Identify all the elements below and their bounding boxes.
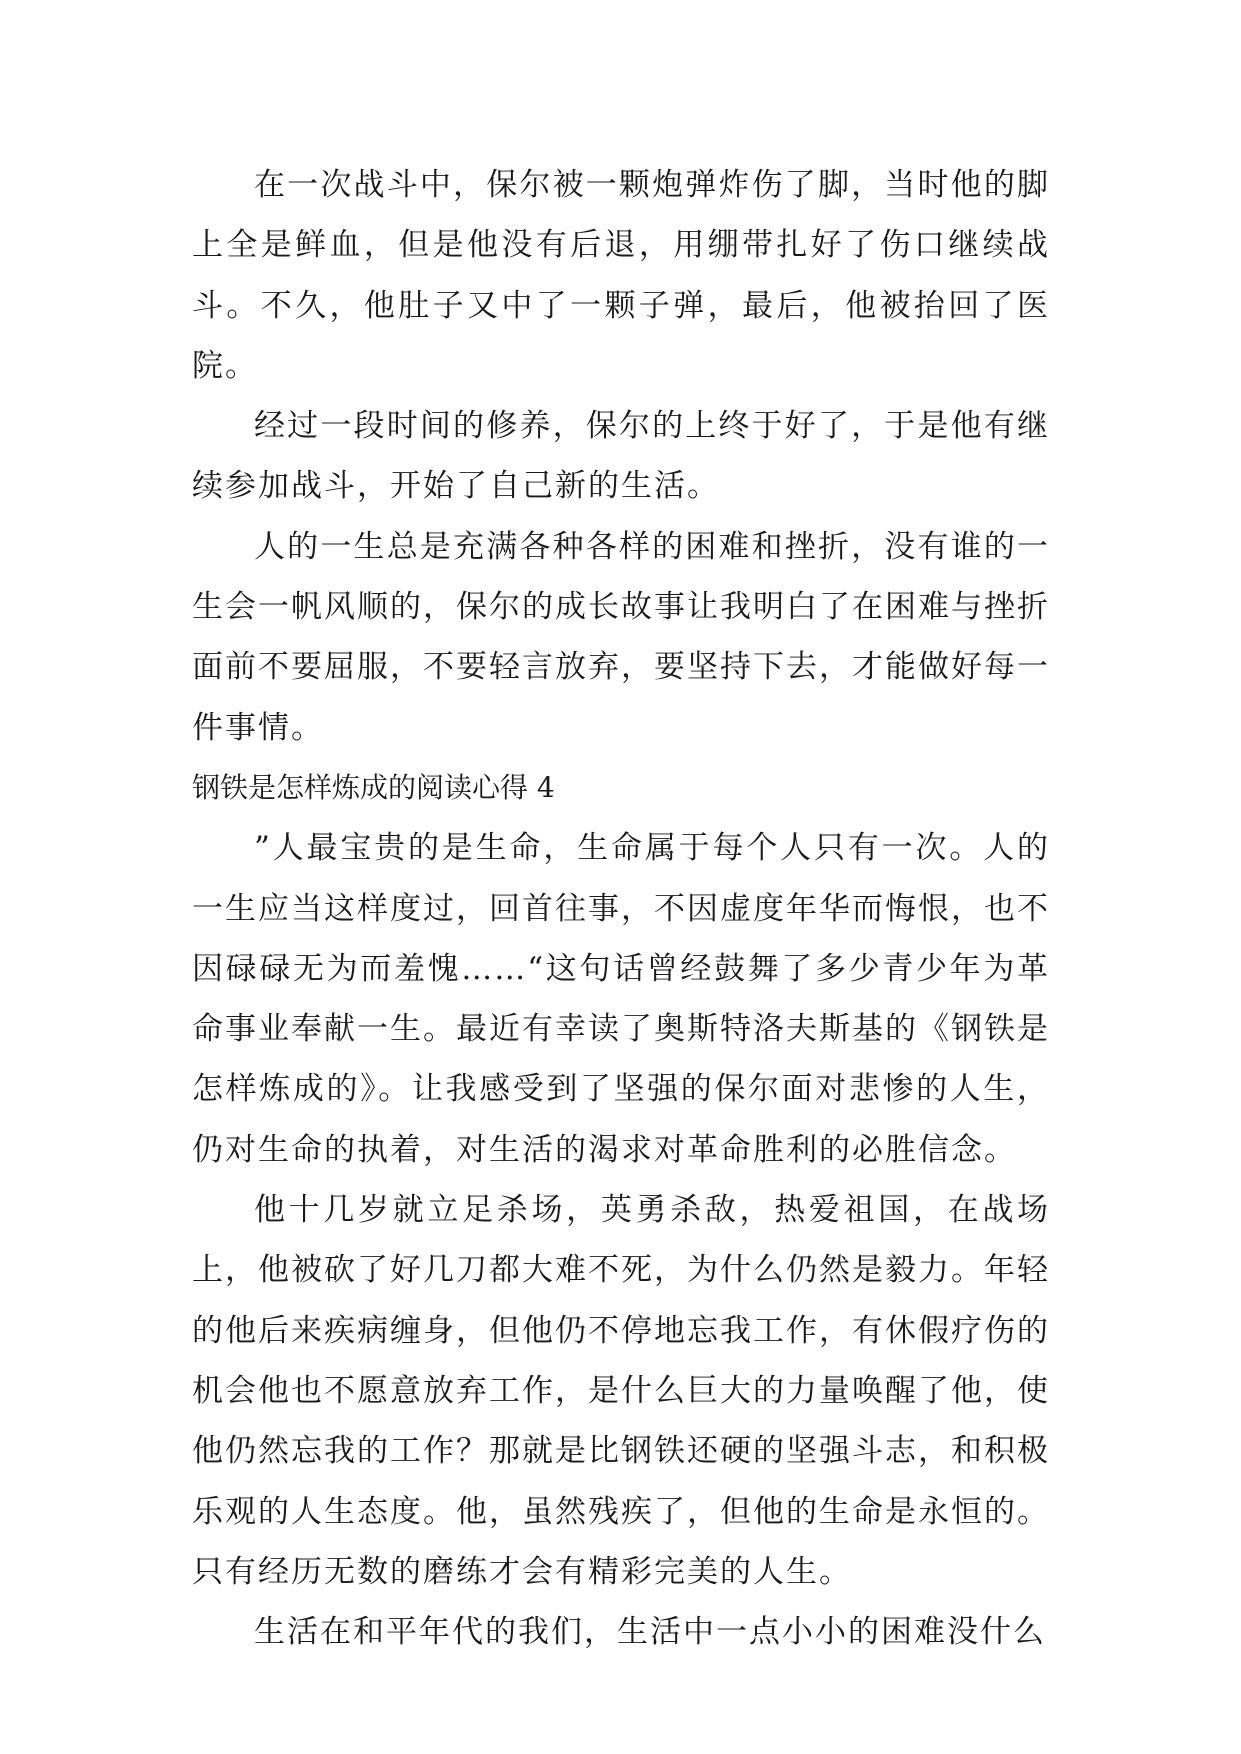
section-heading: 钢铁是怎样炼成的阅读心得 4 <box>192 770 555 804</box>
paragraph-peaceful-times: 生活在和平年代的我们，生活中一点小小的困难没什么 <box>254 1614 1046 1651</box>
paragraph-paul-story: 他十几岁就立足杀场，英勇杀敌，热爱祖国，在战场上，他被砍了好几刀都大难不死，为什么仍然是毅力。年轻的他后来疾病缠身，但他仍不停地忘我工作，有休假疗伤的机会他也不愿意放弃工作，是什么巨大的力量唤醒了他，使他仍然忘我的工作？那就是比钢铁还硬的坚强斗志，和积极乐观的人生态度。他，虽然残疾了，但他的生命是永恒的。只有经历无数的磨练才会有精彩完美的人生。 <box>192 1192 1050 1590</box>
paragraph-life-lesson: 人的一生总是充满各种各样的困难和挫折，没有谁的一生会一帆风顺的，保尔的成长故事让我明白了在困难与挫折面前不要屈服，不要轻言放弃，要坚持下去，才能做好每一件事情。 <box>192 528 1050 746</box>
document-page <box>192 155 1050 1662</box>
paragraph-quote: ”人最宝贵的是生命，生命属于每个人只有一次。人的一生应当这样度过，回首往事，不因虚度年华而悔恨，也不因碌碌无为而羞愧……“这句话曾经鼓舞了多少青少年为革命事业奉献一生。最近有幸读了奥斯特洛夫斯基的《钢铁是怎样炼成的》。让我感受到了坚强的保尔面对悲惨的人生，仍对生命的执着，对生活的渴求对革命胜利的必胜信念。 <box>192 830 1050 1168</box>
paragraph-battle-injury: 在一次战斗中，保尔被一颗炮弹炸伤了脚，当时他的脚上全是鲜血，但是他没有后退，用绷带扎好了伤口继续战斗。不久，他肚子又中了一颗子弹，最后，他被抬回了医院。 <box>192 167 1050 384</box>
paragraph-recovery: 经过一段时间的修养，保尔的上终于好了，于是他有继续参加战斗，开始了自己新的生活。 <box>192 408 1050 505</box>
